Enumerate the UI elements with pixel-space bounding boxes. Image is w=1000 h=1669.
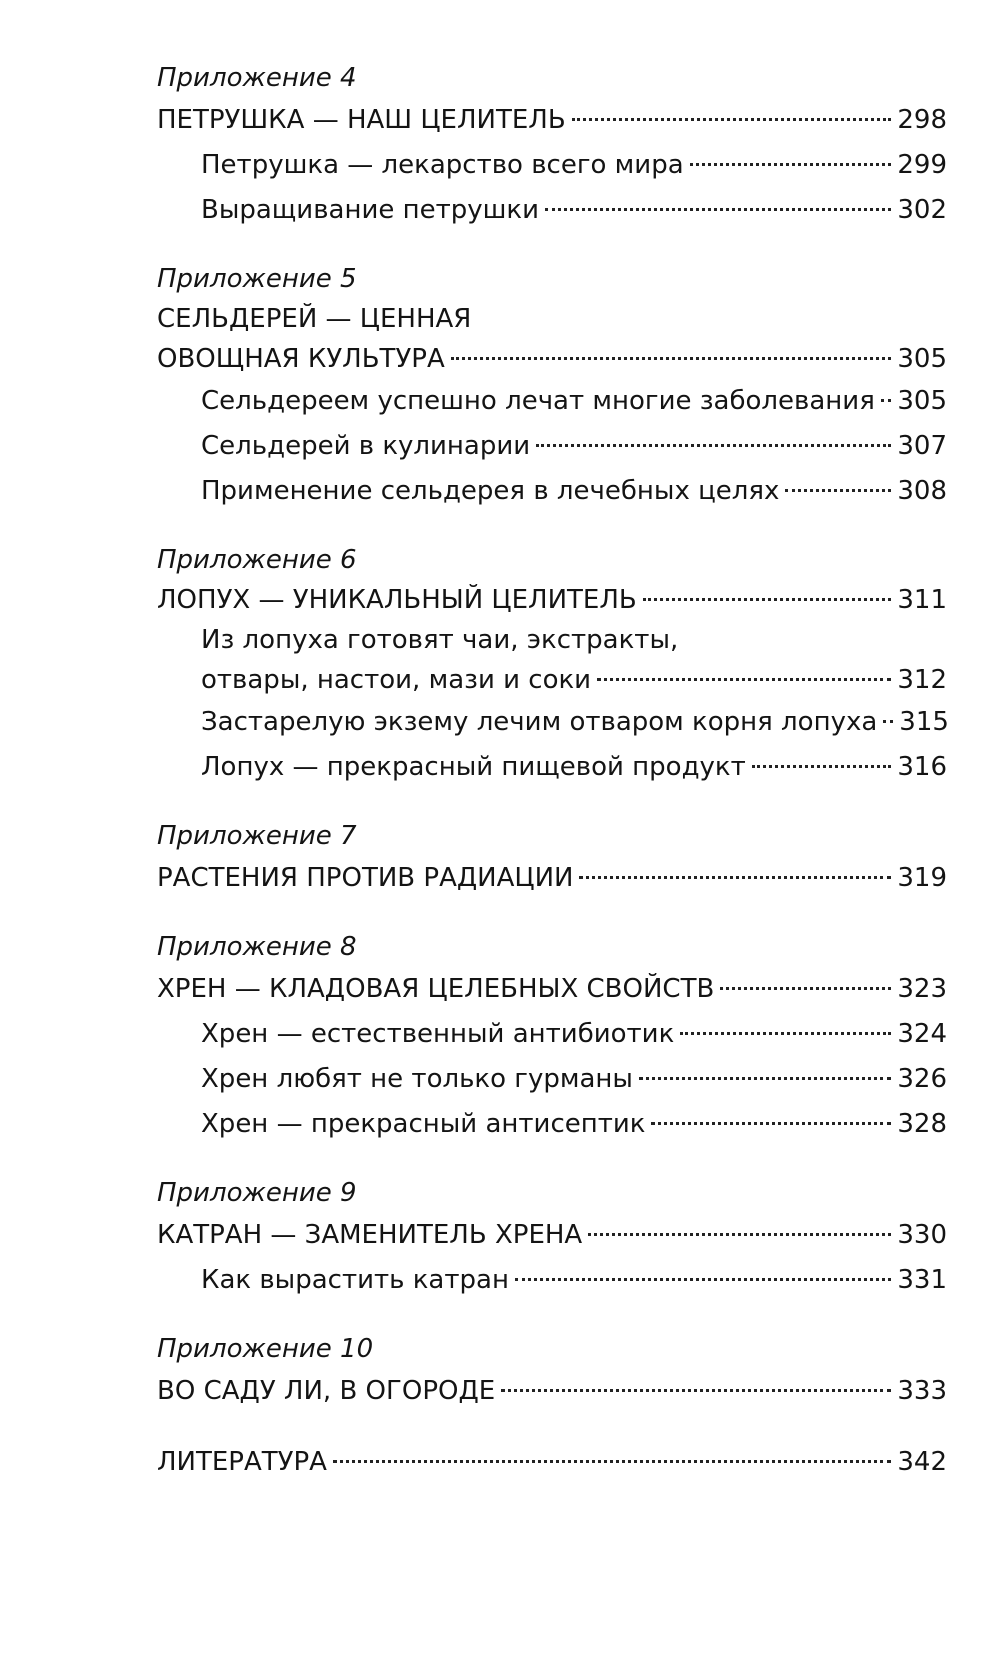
entry-title: ЛОПУХ — УНИКАЛЬНЫЙ ЦЕЛИТЕЛЬ xyxy=(157,585,637,615)
page-number: 331 xyxy=(897,1265,947,1295)
page-number: 330 xyxy=(897,1220,947,1250)
page-number: 328 xyxy=(897,1109,947,1139)
page-number: 326 xyxy=(897,1064,947,1094)
dot-leader xyxy=(720,987,891,990)
page-number: 316 xyxy=(897,752,947,782)
page-number: 299 xyxy=(897,150,947,180)
dot-leader xyxy=(690,163,892,166)
toc-section-appendix-8 xyxy=(157,927,947,1147)
entry-title: ХРЕН — КЛАДОВАЯ ЦЕЛЕБНЫХ СВОЙСТВ xyxy=(157,974,715,1004)
page-number: 319 xyxy=(897,863,947,893)
toc-entry-chapter[interactable] xyxy=(157,339,947,379)
page-number: 302 xyxy=(897,195,947,225)
entry-title: отвары, настои, мази и соки xyxy=(201,665,592,695)
dot-leader xyxy=(752,765,892,768)
dot-leader xyxy=(515,1278,891,1281)
dot-leader xyxy=(572,118,892,121)
page-number: 305 xyxy=(897,386,947,416)
dot-leader xyxy=(680,1032,891,1035)
page-number: 323 xyxy=(897,974,947,1004)
entry-title: РАСТЕНИЯ ПРОТИВ РАДИАЦИИ xyxy=(157,863,574,893)
dot-leader xyxy=(639,1077,891,1080)
entry-title: Застарелую экзему лечим отваром корня лопуха xyxy=(201,707,878,737)
dot-leader xyxy=(545,208,891,211)
entry-title: Лопух — прекрасный пищевой продукт xyxy=(201,752,746,782)
entry-title: ЛИТЕРАТУРА xyxy=(157,1447,327,1477)
appendix-label: Приложение 8 xyxy=(157,932,357,962)
entry-title: ПЕТРУШКА — НАШ ЦЕЛИТЕЛЬ xyxy=(157,105,566,135)
entry-title: Хрен любят не только гурманы xyxy=(201,1064,633,1094)
dot-leader xyxy=(451,357,892,360)
appendix-label: Приложение 6 xyxy=(157,545,357,575)
entry-title-line[interactable]: СЕЛЬДЕРЕЙ — ЦЕННАЯ xyxy=(157,304,472,334)
page-number: 315 xyxy=(899,707,949,737)
appendix-label: Приложение 4 xyxy=(157,63,357,93)
page-number: 333 xyxy=(897,1376,947,1406)
entry-title: ВО САДУ ЛИ, В ОГОРОДЕ xyxy=(157,1376,496,1406)
toc-entry-subsection[interactable] xyxy=(157,1258,947,1303)
entry-title: Петрушка — лекарство всего мира xyxy=(201,150,684,180)
entry-title: Как вырастить катран xyxy=(201,1265,509,1295)
toc-entry-bibliography[interactable] xyxy=(157,1440,947,1485)
toc-section-bibliography xyxy=(157,1440,947,1485)
toc-section-appendix-7 xyxy=(157,816,947,901)
toc-entry-subsection[interactable] xyxy=(157,700,947,745)
dot-leader xyxy=(643,598,892,601)
dot-leader xyxy=(883,720,893,723)
toc-section-appendix-9 xyxy=(157,1173,947,1303)
appendix-label: Приложение 10 xyxy=(157,1334,374,1364)
entry-title: Хрен — прекрасный антисептик xyxy=(201,1109,646,1139)
toc-entry-subsection[interactable] xyxy=(157,143,947,188)
dot-leader xyxy=(881,399,892,402)
page-number: 308 xyxy=(897,476,947,506)
page-number: 324 xyxy=(897,1019,947,1049)
dot-leader xyxy=(536,444,891,447)
entry-title: Применение сельдерея в лечебных целях xyxy=(201,476,780,506)
page-number: 307 xyxy=(897,431,947,461)
entry-title: Выращивание петрушки xyxy=(201,195,540,225)
page-number: 298 xyxy=(897,105,947,135)
dot-leader xyxy=(651,1122,891,1125)
dot-leader xyxy=(785,489,891,492)
entry-title-line[interactable]: Из лопуха готовят чаи, экстракты, xyxy=(201,625,679,655)
toc-entry-chapter[interactable] xyxy=(157,856,947,901)
toc-section-appendix-6 xyxy=(157,540,947,790)
toc-entry-subsection[interactable] xyxy=(157,745,947,790)
entry-title: ОВОЩНАЯ КУЛЬТУРА xyxy=(157,344,445,374)
toc-entry-subsection[interactable] xyxy=(157,660,947,700)
toc-entry-chapter[interactable] xyxy=(157,967,947,1012)
page-number: 312 xyxy=(897,665,947,695)
toc-entry-subsection[interactable] xyxy=(157,1057,947,1102)
entry-title: Хрен — естественный антибиотик xyxy=(201,1019,675,1049)
toc-entry-chapter[interactable] xyxy=(157,580,947,620)
appendix-label: Приложение 5 xyxy=(157,264,357,294)
page-number: 305 xyxy=(897,344,947,374)
toc-entry-subsection[interactable] xyxy=(157,424,947,469)
page-number: 342 xyxy=(897,1447,947,1477)
dot-leader xyxy=(597,678,891,681)
toc-entry-chapter[interactable] xyxy=(157,1213,947,1258)
dot-leader xyxy=(333,1460,891,1463)
entry-title: КАТРАН — ЗАМЕНИТЕЛЬ ХРЕНА xyxy=(157,1220,583,1250)
toc-entry-subsection[interactable] xyxy=(157,469,947,514)
toc-section-appendix-5 xyxy=(157,259,947,514)
entry-title: Сельдереем успешно лечат многие заболевания xyxy=(201,386,875,416)
appendix-label: Приложение 9 xyxy=(157,1178,357,1208)
entry-title: Сельдерей в кулинарии xyxy=(201,431,531,461)
toc-section-appendix-4 xyxy=(157,58,947,233)
dot-leader xyxy=(501,1389,891,1392)
toc-entry-subsection[interactable] xyxy=(157,1012,947,1057)
page-number: 311 xyxy=(897,585,947,615)
table-of-contents xyxy=(157,58,947,1511)
appendix-label: Приложение 7 xyxy=(157,821,357,851)
toc-section-appendix-10 xyxy=(157,1329,947,1414)
toc-entry-chapter[interactable] xyxy=(157,98,947,143)
toc-entry-subsection[interactable] xyxy=(157,188,947,233)
toc-entry-subsection[interactable] xyxy=(157,379,947,424)
dot-leader xyxy=(579,876,891,879)
toc-entry-chapter[interactable] xyxy=(157,1369,947,1414)
dot-leader xyxy=(588,1233,891,1236)
toc-entry-subsection[interactable] xyxy=(157,1102,947,1147)
